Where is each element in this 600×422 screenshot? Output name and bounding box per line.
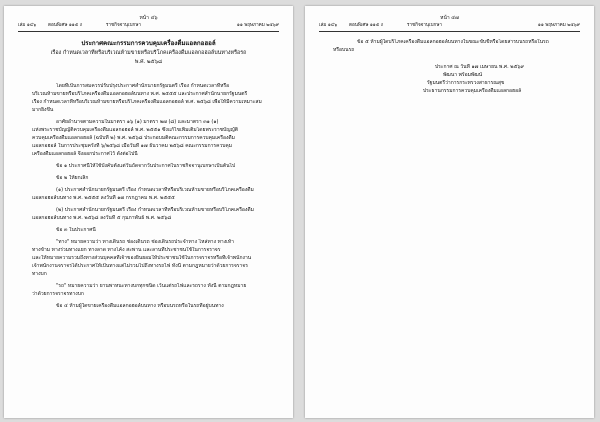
body-line: หรือบนรถ	[333, 47, 355, 53]
clause-5: ข้อ ๕ ห้ามผู้ใดบริโภคเครื่องดื่มแอลกอฮอล์บนทางในขณะขับขี่หรือโดยสารบนรถหรือในรถ	[357, 39, 549, 45]
body-line: แห่งพระราชบัญญัติควบคุมเครื่องดื่มแอลกอฮอล์ พ.ศ. ๒๕๕๑ ซึ่งแก้ไขเพิ่มเติมโดยพระราชบัญญัติ	[32, 127, 238, 133]
document-page-right	[305, 6, 594, 418]
header-volume: เล่ม ๑๔๖	[18, 23, 37, 28]
body-line: และให้หมายความรวมถึงทางส่วนบุคคลที่เจ้าของยินยอมให้ประชาชนใช้ในการจราจรหรือที่เจ้าพนักงาน	[32, 255, 252, 261]
signature-date: ประกาศ ณ วันที่ ๑๗ เมษายน พ.ศ. ๒๕๖๙	[435, 64, 525, 70]
header-date: ๑๑ พฤษภาคม ๒๕๖๙	[236, 23, 279, 28]
body-line: ว่าด้วยการจราจรทางบก	[32, 291, 84, 297]
header-volume: เล่ม ๑๔๖	[319, 23, 338, 28]
clause-2: ข้อ ๒ ให้ยกเลิก	[56, 175, 89, 181]
announcement-title: ประกาศคณะกรรมการควบคุมเครื่องดื่มแอลกอฮอล์	[81, 40, 216, 47]
signer-name: พัฒนา พร้อมพัฒน์	[443, 72, 483, 78]
header-section: ตอนพิเศษ ๑๑๕ ง	[48, 23, 82, 28]
page-number: หน้า ๔๗	[440, 15, 459, 21]
clause-4: ข้อ ๔ ห้ามผู้ใดขายเครื่องดื่มแอลกอฮอล์บนทาง หรือบนรถหรือในรถที่อยู่บนทาง	[56, 303, 224, 309]
body-line: (๑) ประกาศสำนักนายกรัฐมนตรี เรื่อง กำหนดเวลาที่หรือบริเวณห้ามขายหรือบริโภคเครื่องดื่ม	[56, 187, 254, 193]
clause-3: ข้อ ๓ ในประกาศนี้	[56, 227, 96, 233]
header-publication: ราชกิจจานุเบกษา	[106, 23, 141, 28]
header-date: ๑๑ พฤษภาคม ๒๕๖๙	[537, 23, 580, 28]
header-publication: ราชกิจจานุเบกษา	[407, 23, 442, 28]
signer-position: ประธานกรรมการควบคุมเครื่องดื่มแอลกอฮอล์	[423, 88, 522, 94]
document-page-left	[4, 6, 293, 418]
body-line: แอลกอฮอล์บนทาง พ.ศ. ๒๕๖๘ ลงวันที่ ๕ กุมภาพันธ์ พ.ศ. ๒๕๖๘	[32, 215, 172, 221]
body-line: ทางข้าม ทางร่วมทางแยก ทางลาด ทางโค้ง สะพาน และลานที่ประชาชนใช้ในการจราจร	[32, 247, 221, 253]
page-number: หน้า ๔๖	[139, 15, 158, 21]
body-line: เรื่อง กำหนดเวลาที่หรือบริเวณห้ามขายหรือบริโภคเครื่องดื่มแอลกอฮอล์ พ.ศ. ๒๕๖๘ เพื่อให้มีความเหมาะสม	[32, 99, 262, 105]
body-line: อาศัยอำนาจตามความในมาตรา ๑๖ (๑) มาตรา ๒๗ (๘) และมาตรา ๓๑ (๑)	[56, 119, 219, 125]
announcement-year: พ.ศ. ๒๕๖๘	[134, 59, 163, 65]
body-line: บริเวณห้ามขายหรือบริโภคเครื่องดื่มแอลกอฮอล์บนทาง พ.ศ. ๒๕๕๕ และประกาศสำนักนายกรัฐมนตรี	[32, 91, 248, 97]
header-rule	[319, 31, 580, 32]
body-line: เครื่องดื่มแอลกอฮอล์ จึงออกประกาศไว้ ดังต่อไปนี้	[32, 151, 138, 157]
definition-road: "ทาง" หมายความว่า ทางเดินรถ ช่องเดินรถ ช่องเดินรถประจำทาง ไหล่ทาง ทางเท้า	[56, 239, 234, 245]
body-line: ทางบก	[32, 271, 47, 277]
body-line: มากยิ่งขึ้น	[32, 107, 54, 113]
body-line: ควบคุมเครื่องดื่มแอลกอฮอล์ (ฉบับที่ ๒) พ.ศ. ๒๕๖๘ ประกอบมติคณะกรรมการควบคุมเครื่องดื่ม	[32, 135, 235, 141]
signer-position: รัฐมนตรีว่าการกระทรวงสาธารณสุข	[427, 80, 505, 86]
body-line: โดยที่เป็นการสมควรปรับปรุงประกาศสำนักนายกรัฐมนตรี เรื่อง กำหนดเวลาที่หรือ	[56, 83, 230, 89]
header-rule	[18, 31, 279, 32]
header-section: ตอนพิเศษ ๑๑๕ ง	[349, 23, 383, 28]
announcement-subject: เรื่อง กำหนดเวลาที่หรือบริเวณห้ามขายหรือบริโภคเครื่องดื่มแอลกอฮอล์บนทางหรือรถ	[50, 50, 247, 56]
body-line: แอลกอฮอล์บนทาง พ.ศ. ๒๕๕๕ ลงวันที่ ๑๗ กรกฎาคม พ.ศ. ๒๕๕๕	[32, 195, 175, 201]
body-line: (๒) ประกาศสำนักนายกรัฐมนตรี เรื่อง กำหนดเวลาที่หรือบริเวณห้ามขายหรือบริโภคเครื่องดื่ม	[56, 207, 254, 213]
body-line: เจ้าพนักงานจราจรได้ประกาศให้เป็นทางแต่ไม่รวมไปถึงทางรถไฟ ทั้งนี้ ตามกฎหมายว่าด้วยการจราจร	[32, 263, 248, 269]
body-line: แอลกอฮอล์ ในการประชุมครั้งที่ ๖/๒๕๖๘ เมื่อวันที่ ๑๗ ธันวาคม ๒๕๖๘ คณะกรรมการควบคุม	[32, 143, 233, 149]
definition-vehicle: "รถ" หมายความว่า ยานพาหนะทางบกทุกชนิด เว้นแต่รถไฟและรถราง ทั้งนี้ ตามกฎหมาย	[56, 283, 247, 289]
clause-1: ข้อ ๑ ประกาศนี้ให้ใช้บังคับตั้งแต่วันถัดจากวันประกาศในราชกิจจานุเบกษาเป็นต้นไป	[56, 163, 236, 169]
